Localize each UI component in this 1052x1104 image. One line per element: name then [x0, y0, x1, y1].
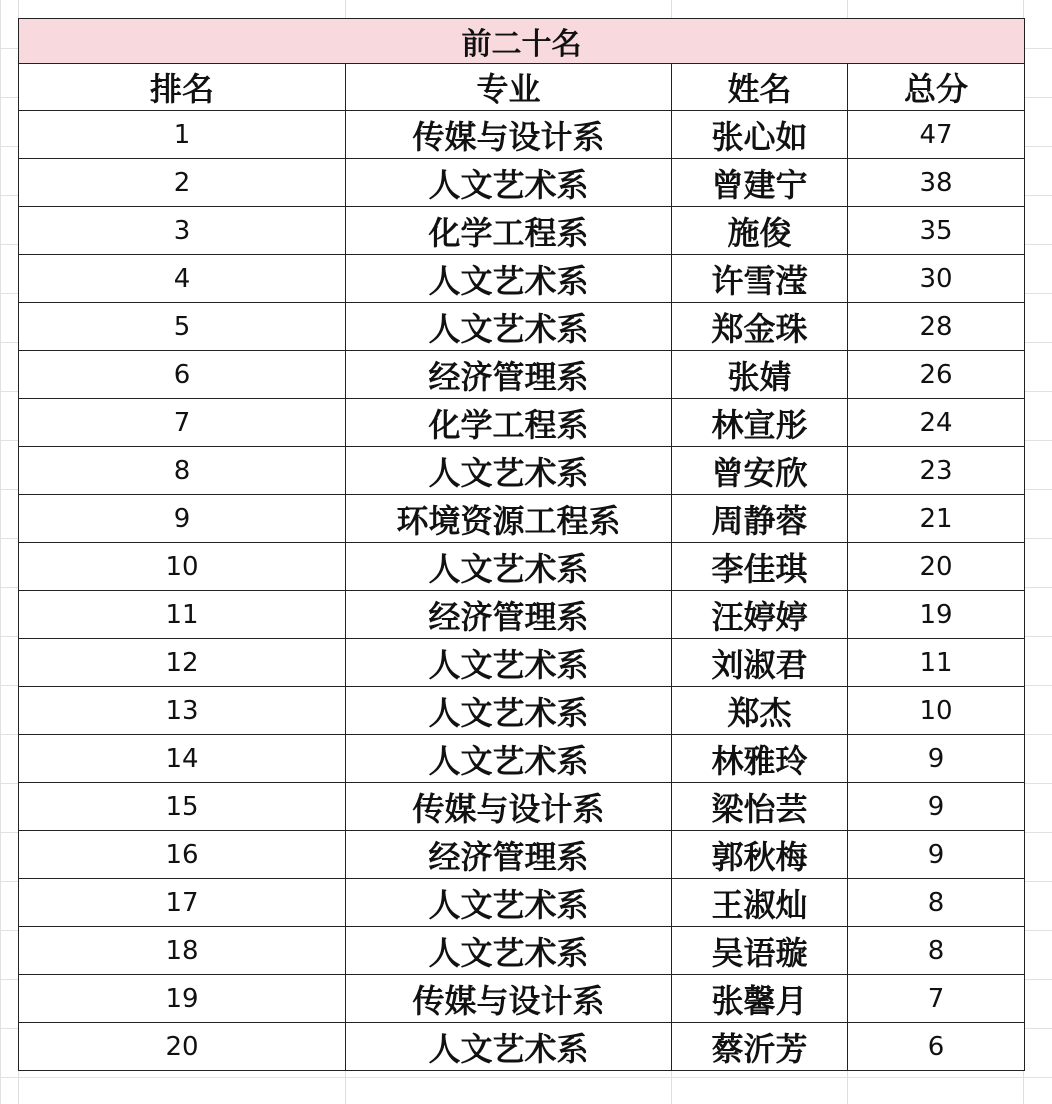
cell-rank[interactable]: 19: [19, 975, 346, 1023]
cell-major[interactable]: 人文艺术系: [346, 687, 672, 735]
cell-rank[interactable]: 5: [19, 303, 346, 351]
header-major-label: 专业: [476, 70, 541, 108]
cell-score[interactable]: 8: [848, 879, 1025, 927]
table-row: [19, 543, 1025, 591]
table-row: [19, 159, 1025, 207]
cell-rank[interactable]: 8: [19, 447, 346, 495]
cell-rank[interactable]: 12: [19, 639, 346, 687]
cell-name[interactable]: 郑金珠: [672, 303, 848, 351]
cell-major[interactable]: 人文艺术系: [346, 255, 672, 303]
cell-major[interactable]: 人文艺术系: [346, 543, 672, 591]
cell-rank[interactable]: 18: [19, 927, 346, 975]
cell-rank[interactable]: 3: [19, 207, 346, 255]
cell-rank[interactable]: 10: [19, 543, 346, 591]
cell-name[interactable]: 王淑灿: [672, 879, 848, 927]
cell-rank[interactable]: 1: [19, 111, 346, 159]
cell-score[interactable]: 9: [848, 735, 1025, 783]
table-row: [19, 831, 1025, 879]
cell-name[interactable]: 梁怡芸: [672, 783, 848, 831]
cell-score[interactable]: 9: [848, 783, 1025, 831]
cell-score[interactable]: 38: [848, 159, 1025, 207]
cell-name[interactable]: 林雅玲: [672, 735, 848, 783]
header-score-label: 总分: [903, 70, 968, 108]
cell-name[interactable]: 汪婷婷: [672, 591, 848, 639]
cell-score[interactable]: 19: [848, 591, 1025, 639]
cell-major[interactable]: 传媒与设计系: [346, 111, 672, 159]
table-row: [19, 687, 1025, 735]
cell-score[interactable]: 9: [848, 831, 1025, 879]
table-row: [19, 975, 1025, 1023]
cell-score[interactable]: 7: [848, 975, 1025, 1023]
cell-rank[interactable]: 11: [19, 591, 346, 639]
cell-major[interactable]: 环境资源工程系: [346, 495, 672, 543]
table-row: [19, 639, 1025, 687]
header-cell-name[interactable]: [672, 64, 848, 111]
cell-name[interactable]: 郭秋梅: [672, 831, 848, 879]
cell-major[interactable]: 经济管理系: [346, 831, 672, 879]
cell-major[interactable]: 人文艺术系: [346, 735, 672, 783]
cell-rank[interactable]: 13: [19, 687, 346, 735]
cell-rank[interactable]: 16: [19, 831, 346, 879]
cell-name[interactable]: 曾安欣: [672, 447, 848, 495]
table-row: [19, 495, 1025, 543]
cell-name[interactable]: 吴语璇: [672, 927, 848, 975]
cell-name[interactable]: 施俊: [672, 207, 848, 255]
cell-score[interactable]: 21: [848, 495, 1025, 543]
table-row: [19, 111, 1025, 159]
cell-major[interactable]: 人文艺术系: [346, 879, 672, 927]
header-rank-label: 排名: [149, 70, 214, 108]
cell-score[interactable]: 28: [848, 303, 1025, 351]
cell-score[interactable]: 35: [848, 207, 1025, 255]
cell-score[interactable]: 11: [848, 639, 1025, 687]
table-row: [19, 255, 1025, 303]
table-row: [19, 927, 1025, 975]
cell-score[interactable]: 6: [848, 1023, 1025, 1071]
cell-name[interactable]: 曾建宁: [672, 159, 848, 207]
cell-name[interactable]: 李佳琪: [672, 543, 848, 591]
header-row: [19, 64, 1025, 111]
cell-rank[interactable]: 7: [19, 399, 346, 447]
table-row: [19, 879, 1025, 927]
header-cell-major[interactable]: [346, 64, 672, 111]
cell-major[interactable]: 人文艺术系: [346, 1023, 672, 1071]
table-row: [19, 1023, 1025, 1071]
cell-major[interactable]: 人文艺术系: [346, 927, 672, 975]
cell-major[interactable]: 人文艺术系: [346, 447, 672, 495]
table-row: [19, 591, 1025, 639]
cell-major[interactable]: 传媒与设计系: [346, 783, 672, 831]
table-title-cell[interactable]: [19, 19, 1025, 64]
cell-major[interactable]: 人文艺术系: [346, 303, 672, 351]
cell-name[interactable]: 林宣彤: [672, 399, 848, 447]
table-row: [19, 399, 1025, 447]
cell-major[interactable]: 人文艺术系: [346, 639, 672, 687]
partial-row-above: [0, 0, 1052, 18]
cell-major[interactable]: 化学工程系: [346, 399, 672, 447]
cell-major[interactable]: 经济管理系: [346, 591, 672, 639]
cell-name[interactable]: 张馨月: [672, 975, 848, 1023]
cell-rank[interactable]: 2: [19, 159, 346, 207]
cell-major[interactable]: 传媒与设计系: [346, 975, 672, 1023]
cell-rank[interactable]: 17: [19, 879, 346, 927]
cell-score[interactable]: 24: [848, 399, 1025, 447]
cell-rank[interactable]: 15: [19, 783, 346, 831]
cell-major[interactable]: 人文艺术系: [346, 159, 672, 207]
title-row: [19, 19, 1025, 64]
header-cell-rank[interactable]: [19, 64, 346, 111]
cell-major[interactable]: 经济管理系: [346, 351, 672, 399]
table-title: 前二十名: [461, 27, 582, 62]
cell-score[interactable]: 47: [848, 111, 1025, 159]
table-row: [19, 351, 1025, 399]
cell-rank[interactable]: 14: [19, 735, 346, 783]
cell-rank[interactable]: 9: [19, 495, 346, 543]
table-row: [19, 207, 1025, 255]
cell-score[interactable]: 10: [848, 687, 1025, 735]
cell-name[interactable]: 周静蓉: [672, 495, 848, 543]
cell-name[interactable]: 张心如: [672, 111, 848, 159]
cell-rank[interactable]: 6: [19, 351, 346, 399]
ranking-table: [18, 18, 1025, 1071]
cell-name[interactable]: 许雪滢: [672, 255, 848, 303]
cell-rank[interactable]: 4: [19, 255, 346, 303]
header-name-label: 姓名: [727, 70, 792, 108]
cell-rank[interactable]: 20: [19, 1023, 346, 1071]
cell-score[interactable]: 8: [848, 927, 1025, 975]
table-row: [19, 447, 1025, 495]
cell-score[interactable]: 30: [848, 255, 1025, 303]
cell-score[interactable]: 23: [848, 447, 1025, 495]
cell-name[interactable]: 刘淑君: [672, 639, 848, 687]
empty-row-below: [18, 1082, 1024, 1104]
cell-name[interactable]: 蔡沂芳: [672, 1023, 848, 1071]
table-row: [19, 303, 1025, 351]
cell-major[interactable]: 化学工程系: [346, 207, 672, 255]
cell-score[interactable]: 20: [848, 543, 1025, 591]
header-cell-score[interactable]: [848, 64, 1025, 111]
table-row: [19, 783, 1025, 831]
cell-score[interactable]: 26: [848, 351, 1025, 399]
table-row: [19, 735, 1025, 783]
cell-name[interactable]: 郑杰: [672, 687, 848, 735]
cell-name[interactable]: 张婧: [672, 351, 848, 399]
